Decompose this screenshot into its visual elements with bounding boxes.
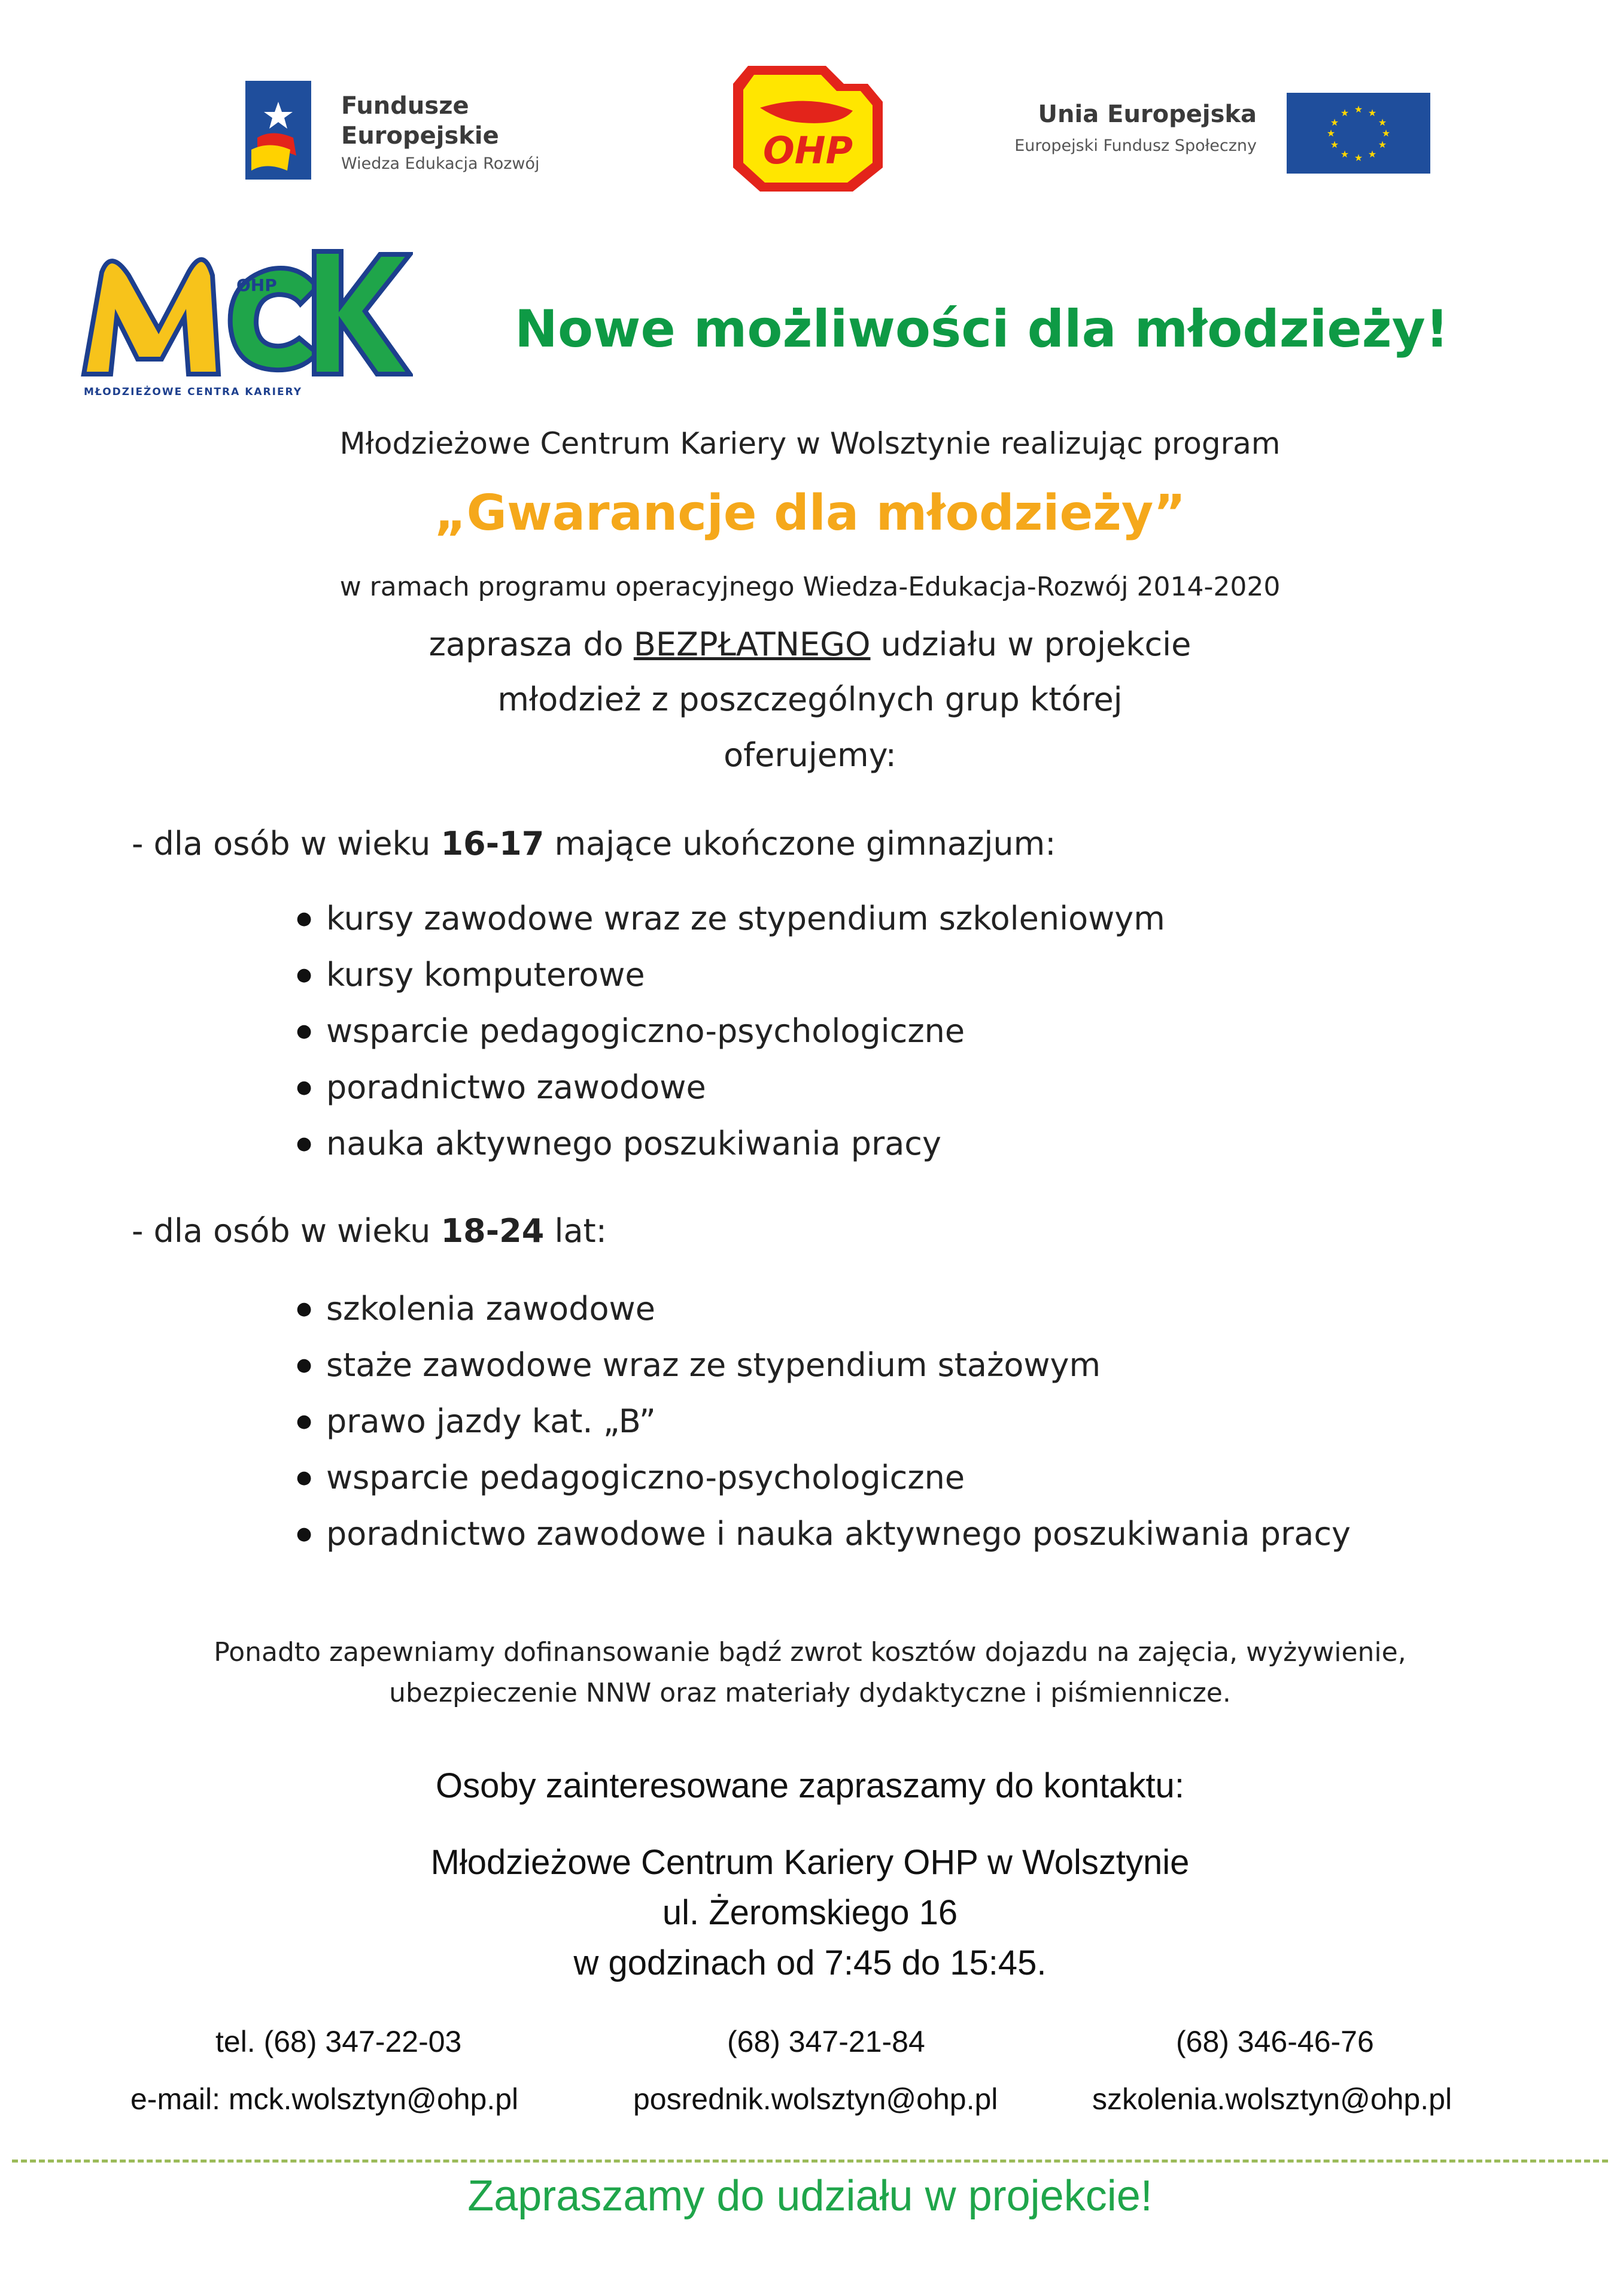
ohp-logo xyxy=(724,60,892,198)
group1-prefix: - dla osób w wieku xyxy=(132,825,441,862)
fe-star-icon xyxy=(245,81,317,183)
invite-line1 xyxy=(0,625,1620,663)
phone-3[interactable]: (68) 346-46-76 xyxy=(1176,2025,1374,2058)
svg-text:★: ★ xyxy=(1367,107,1377,119)
invite-before: zaprasza do xyxy=(428,625,634,663)
intro-text: Młodzieżowe Centrum Kariery w Wolsztynie realizując program xyxy=(339,426,1281,461)
program-context: w ramach programu operacyjnego Wiedza-Edukacja-Rozwój 2014-2020 xyxy=(339,572,1281,602)
group2-heading xyxy=(132,1212,607,1250)
svg-text:★: ★ xyxy=(1330,117,1339,128)
additional-line2: ubezpieczenie NNW oraz materiały dydaktyczne i piśmiennicze. xyxy=(389,1678,1231,1708)
mck-subtitle: MŁODZIEŻOWE CENTRA KARIERY xyxy=(84,386,303,398)
group1-heading xyxy=(132,825,1056,862)
mck-letters-icon xyxy=(78,239,413,383)
svg-text:★: ★ xyxy=(1340,148,1350,160)
program-name: „Gwarancje dla młodzieży” xyxy=(434,485,1186,542)
phone-2[interactable]: (68) 347-21-84 xyxy=(727,2025,925,2058)
list-item: ● szkolenia zawodowe xyxy=(296,1281,1351,1337)
list-item: ● staże zawodowe wraz ze stypendium stażowym xyxy=(296,1337,1351,1393)
svg-text:★: ★ xyxy=(1378,117,1387,128)
fe-line1: Fundusze xyxy=(341,92,469,120)
contact-hours: w godzinach od 7:45 do 15:45. xyxy=(573,1943,1047,1982)
ue-line2: Europejski Fundusz Społeczny xyxy=(1014,136,1257,155)
fe-line2: Europejskie xyxy=(341,122,499,150)
contact-heading: Osoby zainteresowane zapraszamy do kontaktu: xyxy=(436,1766,1184,1805)
phone-1[interactable]: tel. (68) 347-22-03 xyxy=(215,2025,462,2058)
email-2[interactable]: posrednik.wolsztyn@ohp.pl xyxy=(633,2082,998,2116)
svg-text:★: ★ xyxy=(1354,104,1363,115)
invite-line3: oferujemy: xyxy=(724,736,896,774)
group2-suffix: lat: xyxy=(544,1212,607,1250)
list-item: ● nauka aktywnego poszukiwania pracy xyxy=(296,1116,1165,1172)
list-item: ● wsparcie pedagogiczno-psychologiczne xyxy=(296,1003,1165,1059)
dashed-divider xyxy=(12,2160,1608,2163)
svg-text:★: ★ xyxy=(1378,139,1387,150)
invite-emphasis: BEZPŁATNEGO xyxy=(633,625,871,663)
mck-badge: OHP xyxy=(236,275,277,295)
group2-prefix: - dla osób w wieku xyxy=(132,1212,441,1250)
svg-text:★: ★ xyxy=(1330,139,1339,150)
svg-text:★: ★ xyxy=(1367,148,1377,160)
ue-line1: Unia Europejska xyxy=(1038,101,1257,128)
headline: Nowe możliwości dla młodzieży! xyxy=(515,299,1449,359)
svg-text:★: ★ xyxy=(1340,107,1350,119)
group1-suffix: mające ukończone gimnazjum: xyxy=(544,825,1056,862)
footer-text: Zapraszamy do udziału w projekcie! xyxy=(467,2172,1153,2220)
list-item: ● poradnictwo zawodowe i nauka aktywnego poszukiwania pracy xyxy=(296,1506,1351,1562)
email-3[interactable]: szkolenia.wolsztyn@ohp.pl xyxy=(1092,2082,1452,2116)
additional-line1: Ponadto zapewniamy dofinansowanie bądź zwrot kosztów dojazdu na zajęcia, wyżywienie, xyxy=(214,1637,1406,1668)
fundusze-europejskie-logo xyxy=(245,78,604,186)
unia-europejska-logo xyxy=(940,90,1430,180)
list-item: ● kursy komputerowe xyxy=(296,947,1165,1003)
eu-flag-icon xyxy=(1287,93,1430,174)
contact-org: Młodzieżowe Centrum Kariery OHP w Wolsztynie xyxy=(430,1843,1190,1882)
mck-logo xyxy=(78,239,419,407)
svg-text:★: ★ xyxy=(1381,127,1391,139)
svg-text:★: ★ xyxy=(1354,152,1363,163)
list-item: ● kursy zawodowe wraz ze stypendium szkoleniowym xyxy=(296,891,1165,947)
list-item: ● prawo jazdy kat. „B” xyxy=(296,1393,1351,1450)
invite-line2: młodzież z poszczególnych grup której xyxy=(497,681,1123,718)
list-item: ● wsparcie pedagogiczno-psychologiczne xyxy=(296,1450,1351,1506)
group1-age: 16-17 xyxy=(440,825,545,862)
svg-text:★: ★ xyxy=(1326,127,1336,139)
invite-after: udziału w projekcie xyxy=(870,625,1192,663)
contact-street: ul. Żeromskiego 16 xyxy=(662,1893,958,1932)
ohp-logo-text: OHP xyxy=(762,129,853,172)
group1-list xyxy=(296,891,1165,1172)
fe-line3: Wiedza Edukacja Rozwój xyxy=(341,154,540,173)
group2-age: 18-24 xyxy=(440,1212,545,1250)
email-1[interactable]: e-mail: mck.wolsztyn@ohp.pl xyxy=(130,2082,519,2116)
list-item: ● poradnictwo zawodowe xyxy=(296,1059,1165,1116)
group2-list xyxy=(296,1281,1351,1562)
